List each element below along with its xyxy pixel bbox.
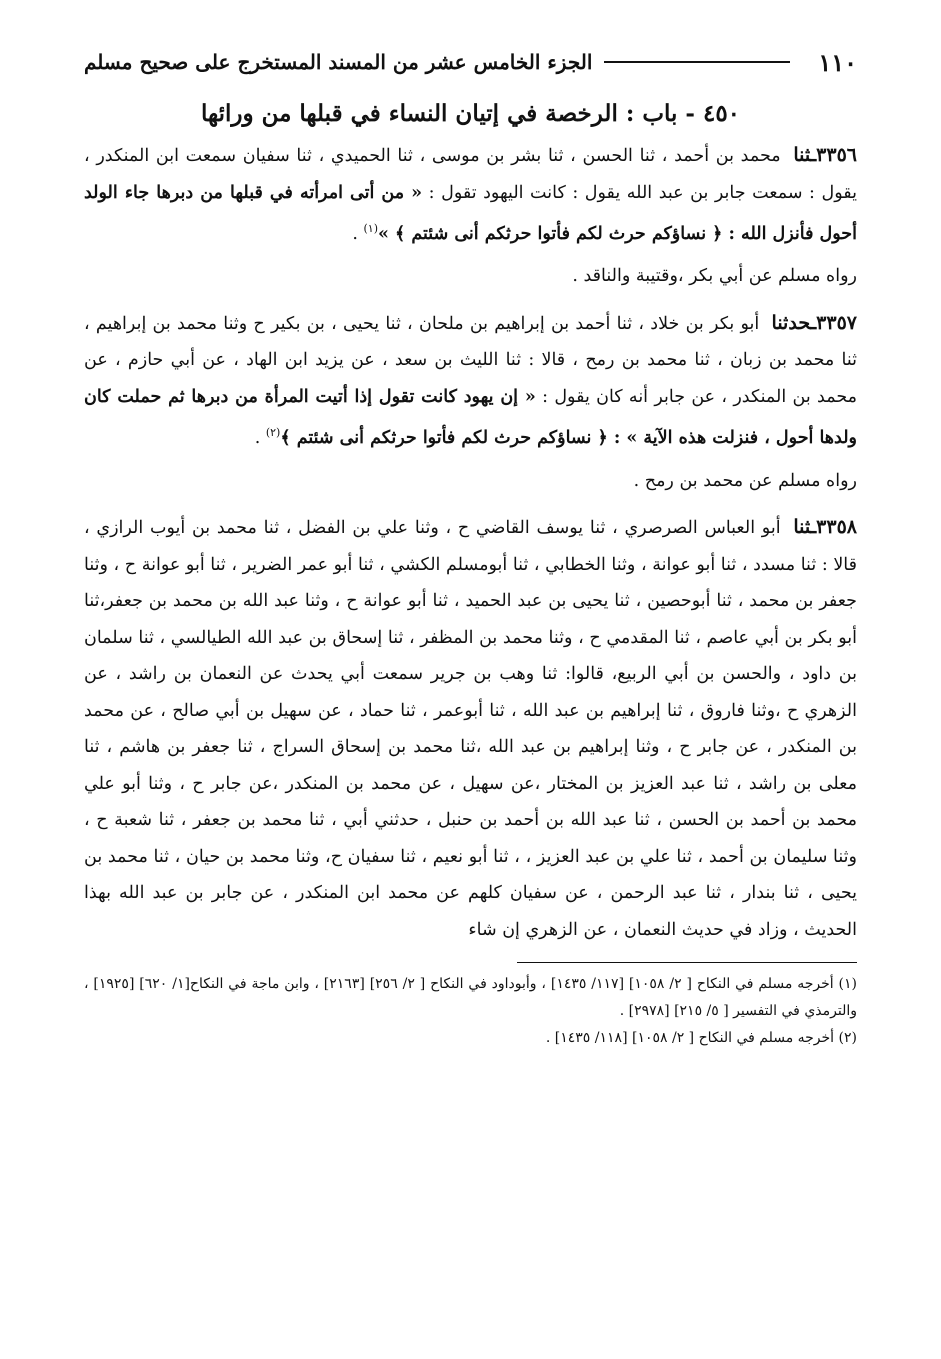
hadith-matn: « إن يهود كانت تقول إذا أتيت المرأة من دبرها ثم حملت كان ولدها أحول ، فنزلت هذه الآية » : ﴿ نساؤكم حرث لكم فأتوا حرثكم أنى شئتم ﴾ [84, 386, 857, 449]
hadith-verb: ثنا [793, 144, 811, 166]
page-number: ١١٠ [818, 47, 857, 77]
hadith-3356 [84, 137, 857, 252]
hadith-verb: حدثنا [771, 311, 811, 334]
hadith-number: ٣٣٥٨ـ [810, 516, 857, 539]
header-rule [604, 61, 790, 63]
hadith-3357 [84, 305, 857, 457]
footnote-2: (٢) أخرجه مسلم في النكاح [ ٢/ ١٠٥٨] [١١٨/ ١٤٣٥] . [545, 1030, 857, 1047]
hadith-text: أبو العباس الصرصري ، ثنا يوسف القاضي ح ، وثنا علي بن الفضل ، ثنا محمد بن أيوب الرازي ، قالا : ثنا مسدد ، ثنا أبو عوانة ، وثنا الخطابي ، ثنا أبومسلم الكشي ، ثنا أبو عمر الضرير ، ثنا أبو عوانة ح ، وثنا جعفر بن محمد ، ثنا أبوحصين ، ثنا يحيى بن عبد الحميد ، ثنا أبو عوانة ح ، وثنا عبد الله بن محمد بن جعفر،ثنا أبو بكر بن أبي عاصم ، ثنا المقدمي ح ، وثنا محمد بن المظفر ، ثنا إسحاق بن عبد الله الطيالسي ، ثنا سلمان بن داود ، والحسن بن أبي الربيع، قالوا: ثنا وهب بن جرير سمعت أبي يحدث عن النعمان بن راشد ، عن الزهري ح ،وثنا فاروق ، ثنا إبراهيم بن عبد الله ، ثنا أبوعمر ، ثنا حماد ، عن سهيل بن أبي صالح ، عن محمد بن المنكدر ، عن جابر ح ، وثنا إبراهيم بن عبد الله ،ثنا محمد بن إسحاق السراج ، ثنا جعفر بن هاشم ، ثنا معلى بن راشد ، ثنا عبد العزيز بن المختار ،عن سهيل ، عن محمد بن المنكدر ،عن جابر ح ، وثنا أبو علي محمد بن أحمد بن الحسن ، ثنا عبد الله بن أحمد بن حنبل ، حدثني أبي ، ثنا محمد بن جعفر ، ثنا شعبة ح ، وثنا سليمان بن أحمد ، ثنا علي بن عبد العزيز ، ، ثنا أبو نعيم ، ثنا سفيان ح، وثنا محمد بن حيان ، ثنا محمد بن يحيى ، ثنا بندار ، ثنا عبد الرحمن ، عن سفيان كلهم عن محمد ابن المنكدر ، عن جابر بن عبد الله بهذا الحديث ، وزاد في حديث النعمان ، عن الزهري إن شاء [84, 518, 857, 940]
hadith-matn: « من أتى امرأته في قبلها من دبرها جاء الولد أحول فأنزل الله : ﴿ نساؤكم حرث لكم فأتوا حرثكم أنى شئتم ﴾ » [84, 182, 857, 244]
hadith-3358 [84, 509, 857, 948]
footnote-ref: (٢) [265, 426, 281, 440]
riwaya-3357: رواه مسلم عن محمد بن رمح . [633, 470, 857, 491]
footnote-1: (١) أخرجه مسلم في النكاح [ ٢/ ١٠٥٨] [١١٧/ ١٤٣٥] ، وأبوداود في النكاح [ ٢/ ٢٥٦] [٢١٦٣] ، وابن ماجة في النكاح[١/ ٦٢٠] [١٩٢٥] ، والترمذي في التفسير [ ٥/ ٢١٥] [٢٩٧٨] . [84, 976, 857, 1020]
hadith-ending: . [352, 223, 364, 244]
riwaya-3356: رواه مسلم عن أبي بكر ،وقتيبة والناقد . [572, 266, 857, 287]
running-title: الجزء الخامس عشر من المسند المستخرج على صحيح مسلم [84, 50, 593, 74]
hadith-number: ٣٣٥٦ـ [810, 144, 857, 166]
hadith-number: ٣٣٥٧ـ [810, 311, 857, 334]
running-header [84, 42, 857, 82]
hadith-verb: ثنا [793, 516, 811, 539]
hadith-text: محمد بن أحمد ، ثنا الحسن ، ثنا بشر بن موسى ، ثنا الحميدي ، ثنا سفيان سمعت ابن المنكدر ، يقول : سمعت جابر بن عبد الله يقول : كانت اليهود تقول : [84, 146, 857, 203]
chapter-title: ٤٥٠ - باب : الرخصة في إتيان النساء في قبلها من ورائها [200, 100, 741, 127]
hadith-ending: . [254, 428, 266, 449]
footnote-ref: (١) [363, 222, 378, 235]
hadith-text: أبو بكر بن خلاد ، ثنا أحمد بن إبراهيم بن ملحان ، ثنا يحيى ، بن بكير ح وثنا محمد بن إبراهيم ، ثنا محمد بن زبان ، ثنا محمد بن رمح ، قالا : ثنا الليث بن سعد ، عن يزيد ابن الهاد ، عن أبي حازم ، عن محمد بن المنكدر ، عن جابر أنه كان يقول : [84, 313, 857, 407]
footnote-rule [517, 962, 857, 963]
